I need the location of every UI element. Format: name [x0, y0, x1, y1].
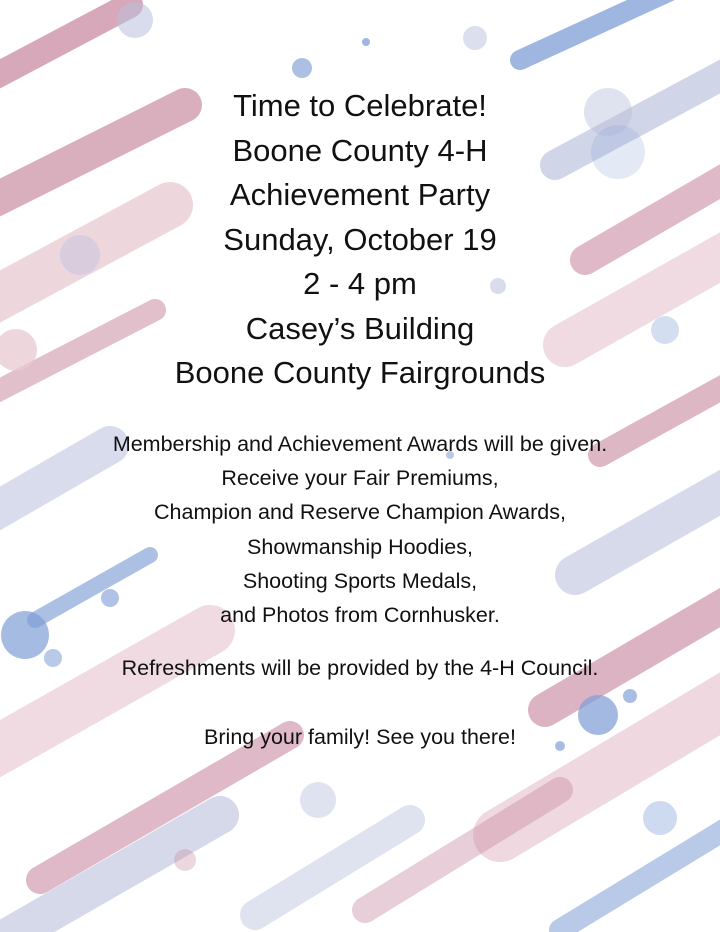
awards-line-1: Membership and Achievement Awards will be given.	[112, 432, 608, 456]
refreshments-note: Refreshments will be provided by the 4-H Council.	[121, 656, 599, 680]
awards-line-4: Showmanship Hoodies,	[247, 534, 473, 559]
awards-line-6: and Photos from Cornhusker.	[220, 603, 500, 628]
awards-line-2: Receive your Fair Premiums,	[221, 466, 499, 491]
event-location: Boone County Fairgrounds	[174, 355, 546, 390]
celebration-headline: Time to Celebrate!	[233, 88, 487, 123]
awards-line-5: Shooting Sports Medals,	[242, 568, 478, 593]
club-name: Boone County 4-H	[232, 132, 488, 168]
event-building: Casey’s Building	[245, 310, 475, 346]
event-heading	[0, 84, 720, 396]
awards-line-3: Champion and Reserve Champion Awards,	[154, 500, 566, 525]
closing-invitation: Bring your family! See you there!	[204, 725, 516, 749]
event-date: Sunday, October 19	[223, 221, 497, 257]
event-name: Achievement Party	[229, 177, 491, 212]
event-time: 2 - 4 pm	[303, 266, 417, 301]
awards-details	[0, 427, 720, 632]
